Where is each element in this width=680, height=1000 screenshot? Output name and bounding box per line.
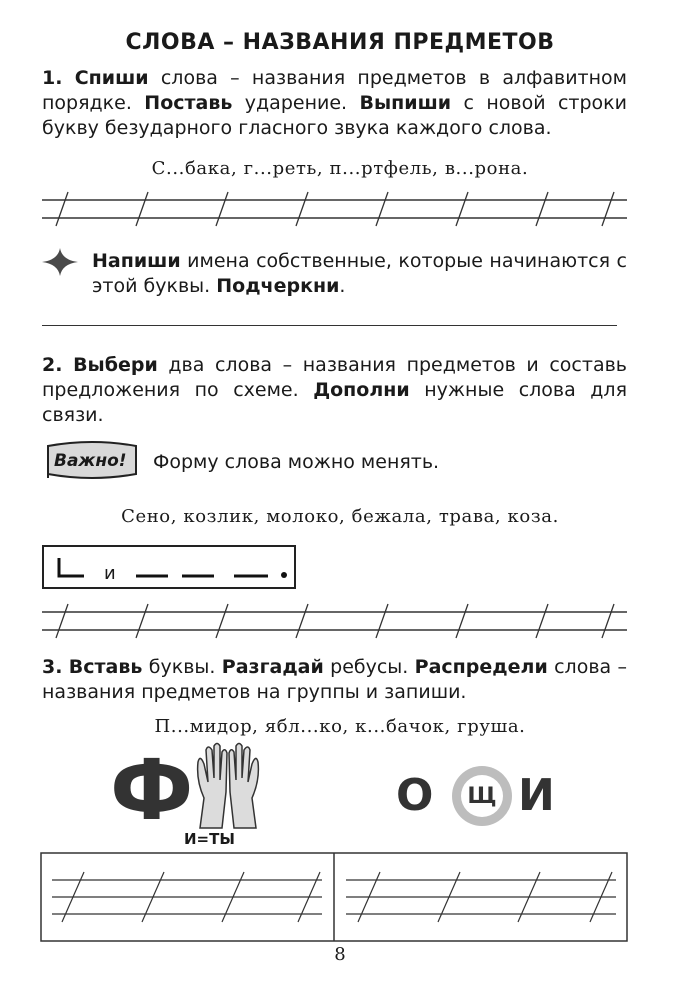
star-icon — [42, 248, 78, 276]
extra-task-text — [92, 249, 627, 299]
extra-text-1: имена собственные, которые начинаются с этой буквы. — [92, 250, 627, 297]
task-3-text-2: ребусы. — [323, 656, 415, 678]
task-3-verb-1: Вставь — [68, 656, 143, 678]
extra-text-2: . — [339, 275, 346, 297]
task-1-words: С...бака, г...реть, п...ртфель, в...рона. — [151, 158, 529, 179]
task-1-number: 1. — [42, 67, 63, 89]
task-3-words: П...мидор, ябл...ко, к...бачок, груша. — [154, 716, 526, 737]
writing-lines-2 — [42, 602, 627, 642]
answer-line — [42, 325, 617, 326]
task-1-verb-1: Спиши — [74, 67, 149, 89]
rebus-2-right-letter: И — [518, 770, 555, 821]
task-3-text-1: буквы. — [142, 656, 222, 678]
task-2-verb-2: Дополни — [313, 379, 410, 401]
page-title: СЛОВА – НАЗВАНИЯ ПРЕДМЕТОВ — [125, 30, 555, 55]
page-number: 8 — [334, 944, 346, 965]
important-badge-label: Важно! — [54, 451, 127, 471]
task-3-number: 3. — [42, 656, 63, 678]
answer-table — [40, 852, 630, 944]
sentence-scheme-symbols — [56, 556, 296, 582]
task-1-verb-3: Выпиши — [359, 92, 452, 114]
rebus-1-hint: И=ТЫ — [184, 830, 235, 848]
extra-verb-2: Подчеркни — [216, 275, 340, 297]
rebus-2-left-letter: О — [396, 770, 434, 821]
scheme-conjunction: и — [104, 563, 116, 584]
task-2-words: Сено, козлик, молоко, бежала, трава, коза. — [121, 506, 559, 527]
task-3-text — [42, 655, 627, 705]
task-2-text-2: нужные слова для связи. — [42, 379, 627, 426]
task-2-verb-1: Выбери — [73, 354, 158, 376]
task-3-text-3: слова – названия предметов на группы и запиши. — [42, 656, 627, 703]
task-3-verb-2: Разгадай — [221, 656, 324, 678]
task-2-text — [42, 353, 627, 428]
rebus-2-circle — [452, 766, 512, 826]
hands-icon — [192, 742, 264, 830]
task-1-text — [42, 66, 627, 141]
task-2-text-1: два слова – названия предметов и составь предложения по схеме. — [42, 354, 627, 401]
task-2-number: 2. — [42, 354, 63, 376]
task-3-verb-3: Распредели — [414, 656, 548, 678]
task-1-text-3: с новой строки букву безударного гласного звука каждого слова. — [42, 92, 628, 139]
rebus-2-center-letter: Щ — [461, 775, 503, 817]
task-1-text-1: слова – названия предметов в алфавитном порядке. — [42, 67, 627, 114]
rebus-1-letter: Ф — [110, 741, 194, 839]
task-1-text-2: ударение. — [232, 92, 360, 114]
important-note: Форму слова можно менять. — [153, 451, 440, 473]
writing-lines-1 — [42, 190, 627, 230]
extra-verb-1: Напиши — [92, 250, 181, 272]
task-1-verb-2: Поставь — [144, 92, 233, 114]
